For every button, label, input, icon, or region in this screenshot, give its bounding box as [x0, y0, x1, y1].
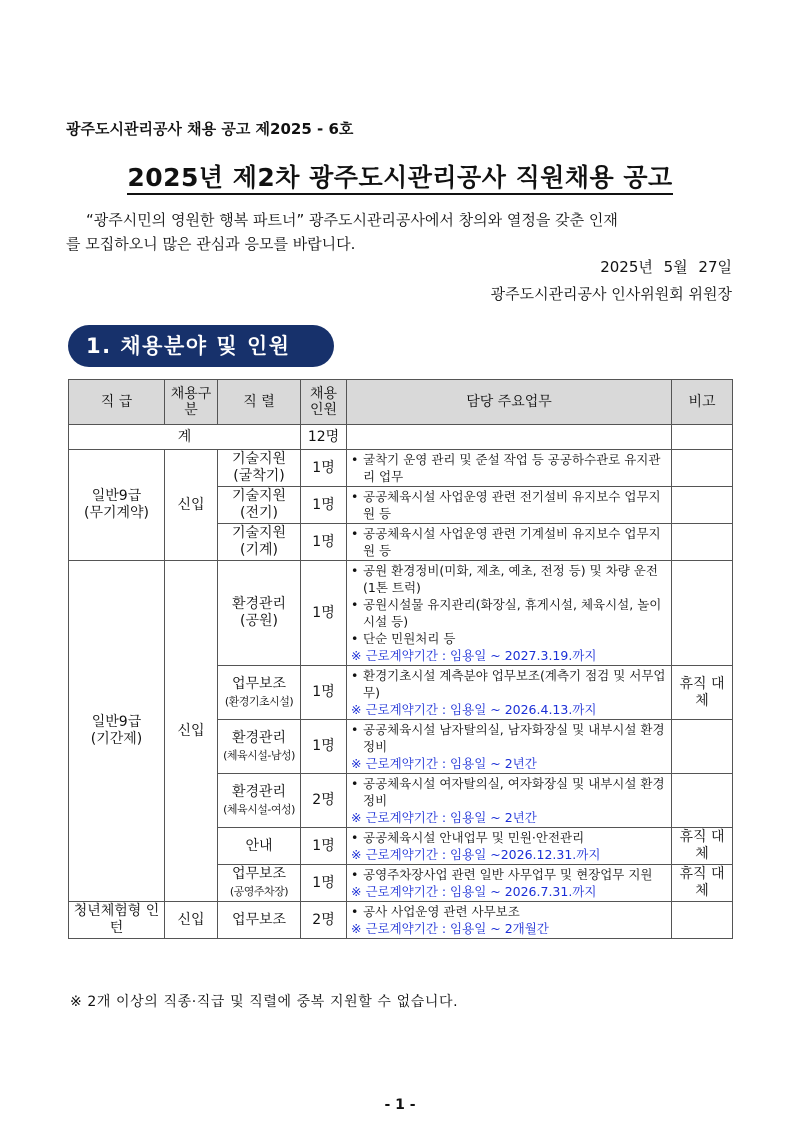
duty-item: • 굴착기 운영 관리 및 준설 작업 등 공공하수관로 유지관리 업무	[351, 451, 668, 485]
job-sub: (굴착기)	[233, 468, 285, 484]
job-cell: 업무보조	[218, 902, 301, 939]
intro-line-1: “광주시민의 영원한 행복 파트너” 광주도시관리공사에서 창의와 열정을 갖춘 인재	[86, 211, 618, 229]
duty-item: • 공공체육시설 사업운영 관련 전기설비 유지보수 업무지원 등	[351, 488, 668, 522]
grade-cell	[69, 561, 165, 902]
duty-item: • 공원시설물 유지관리(화장실, 휴게시설, 체육시설, 놀이시설 등)	[351, 596, 668, 630]
count-cell: 2명	[301, 902, 347, 939]
recruitment-table	[68, 379, 733, 939]
duty-cell	[347, 865, 672, 902]
page-title	[0, 158, 800, 194]
remark-cell	[672, 774, 733, 828]
duty-cell	[347, 720, 672, 774]
table-row	[69, 902, 733, 939]
header-job: 직 렬	[218, 380, 301, 425]
duty-item: • 공영주차장사업 관련 일반 사무업무 및 현장업무 지원	[351, 866, 668, 883]
remark-cell	[672, 902, 733, 939]
type-cell: 신입	[165, 902, 218, 939]
job-cell	[218, 828, 301, 865]
total-duty-empty	[347, 425, 672, 450]
grade-main: 일반9급	[91, 714, 142, 730]
remark-cell	[672, 450, 733, 487]
duty-item: • 공사 사업운영 관련 사무보조	[351, 903, 668, 920]
table-row	[69, 450, 733, 487]
job-cell	[218, 487, 301, 524]
count-cell: 2명	[301, 774, 347, 828]
job-sub: (공영주차장)	[229, 885, 289, 898]
contract-note: ※ 근로계약기간 : 임용일 ~ 2026.7.31.까지	[351, 884, 597, 899]
header-type: 채용구분	[165, 380, 218, 425]
job-cell	[218, 720, 301, 774]
duty-cell	[347, 487, 672, 524]
total-row	[69, 425, 733, 450]
grade-cell	[69, 450, 165, 561]
duty-item: • 공공체육시설 남자탈의실, 남자화장실 및 내부시설 환경정비	[351, 721, 668, 755]
page-title-text: 2025년 제2차 광주도시관리공사 직원채용 공고	[127, 163, 672, 195]
grade-main: 일반9급	[91, 488, 142, 504]
header-duty: 담당 주요업무	[347, 380, 672, 425]
table-row	[69, 561, 733, 666]
page-number: - 1 -	[384, 1097, 416, 1113]
duty-cell	[347, 666, 672, 720]
count-cell: 1명	[301, 487, 347, 524]
duty-cell	[347, 902, 672, 939]
section-heading: 1. 채용분야 및 인원	[68, 325, 334, 367]
contract-note: ※ 근로계약기간 : 임용일 ~ 2027.3.19.까지	[351, 648, 597, 663]
notice-date: 2025년 5월 27일	[600, 258, 732, 276]
count-cell: 1명	[301, 524, 347, 561]
remark-cell	[672, 720, 733, 774]
count-cell: 1명	[301, 865, 347, 902]
job-main: 기술지원	[231, 525, 287, 541]
duty-item: • 환경기초시설 계측분야 업무보조(계측기 점검 및 서무업무)	[351, 667, 668, 701]
job-sub: (기계)	[240, 542, 278, 558]
job-sub: (전기)	[240, 505, 278, 521]
duty-cell	[347, 828, 672, 865]
count-cell: 1명	[301, 450, 347, 487]
duty-cell	[347, 524, 672, 561]
count-cell: 1명	[301, 561, 347, 666]
job-main: 환경관리	[231, 783, 287, 800]
contract-note: ※ 근로계약기간 : 임용일 ~ 2개월간	[351, 921, 549, 936]
total-count: 12명	[301, 425, 347, 450]
duty-item: • 공원 환경정비(미화, 제초, 예초, 전정 등) 및 차량 운전(1톤 트럭)	[351, 562, 668, 596]
type-cell: 신입	[165, 450, 218, 561]
notice-number: 광주도시관리공사 채용 공고 제2025 - 6호	[66, 120, 354, 138]
total-label: 계	[69, 425, 301, 450]
job-cell	[218, 666, 301, 720]
count-cell: 1명	[301, 666, 347, 720]
count-cell: 1명	[301, 828, 347, 865]
duty-item: • 단순 민원처리 등	[351, 630, 668, 647]
job-main: 기술지원	[231, 451, 287, 467]
remark-cell: 휴직 대체	[672, 865, 733, 902]
contract-note: ※ 근로계약기간 : 임용일 ~ 2026.4.13.까지	[351, 702, 597, 717]
duty-cell	[347, 450, 672, 487]
job-cell	[218, 450, 301, 487]
remark-cell	[672, 524, 733, 561]
remark-cell	[672, 487, 733, 524]
remark-cell	[672, 561, 733, 666]
duty-cell	[347, 561, 672, 666]
job-sub: (체육시설-여성)	[223, 802, 295, 816]
job-sub: (공원)	[240, 613, 278, 629]
table-header-row	[69, 380, 733, 425]
job-cell	[218, 561, 301, 666]
contract-note: ※ 근로계약기간 : 임용일 ~ 2년간	[351, 810, 537, 825]
grade-cell: 청년체험형 인턴	[69, 902, 165, 939]
job-main: 환경관리	[231, 729, 287, 746]
duty-item: • 공공체육시설 사업운영 관련 기계설비 유지보수 업무지원 등	[351, 525, 668, 559]
job-cell	[218, 865, 301, 902]
job-main: 기술지원	[231, 488, 287, 504]
header-remark: 비고	[672, 380, 733, 425]
grade-sub: (무기계약)	[83, 505, 150, 521]
duty-item: • 공공체육시설 안내업무 및 민원·안전관리	[351, 829, 668, 846]
remark-cell: 휴직 대체	[672, 666, 733, 720]
contract-note: ※ 근로계약기간 : 임용일 ~ 2년간	[351, 756, 537, 771]
count-cell: 1명	[301, 720, 347, 774]
intro-line-2: 를 모집하오니 많은 관심과 응모를 바랍니다.	[66, 235, 356, 253]
grade-sub: (기간제)	[90, 731, 143, 747]
duty-item: • 공공체육시설 여자탈의실, 여자화장실 및 내부시설 환경정비	[351, 775, 668, 809]
contract-note: ※ 근로계약기간 : 임용일 ~2026.12.31.까지	[351, 847, 601, 862]
job-sub: (체육시설-남성)	[223, 748, 295, 762]
job-main: 환경관리	[231, 596, 287, 612]
total-remark-empty	[672, 425, 733, 450]
remark-cell: 휴직 대체	[672, 828, 733, 865]
job-main: 업무보조	[231, 866, 287, 882]
signer: 광주도시관리공사 인사위원회 위원장	[490, 285, 732, 303]
duty-cell	[347, 774, 672, 828]
intro-paragraph	[66, 208, 738, 256]
job-main: 안내	[245, 837, 273, 854]
job-main: 업무보조	[231, 675, 287, 692]
header-count: 채용인원	[301, 380, 347, 425]
header-grade: 직 급	[69, 380, 165, 425]
job-sub: (환경기초시설)	[224, 694, 294, 708]
type-cell: 신입	[165, 561, 218, 902]
job-cell	[218, 524, 301, 561]
footnote: ※ 2개 이상의 직종·직급 및 직렬에 중복 지원할 수 없습니다.	[70, 994, 459, 1010]
job-cell	[218, 774, 301, 828]
